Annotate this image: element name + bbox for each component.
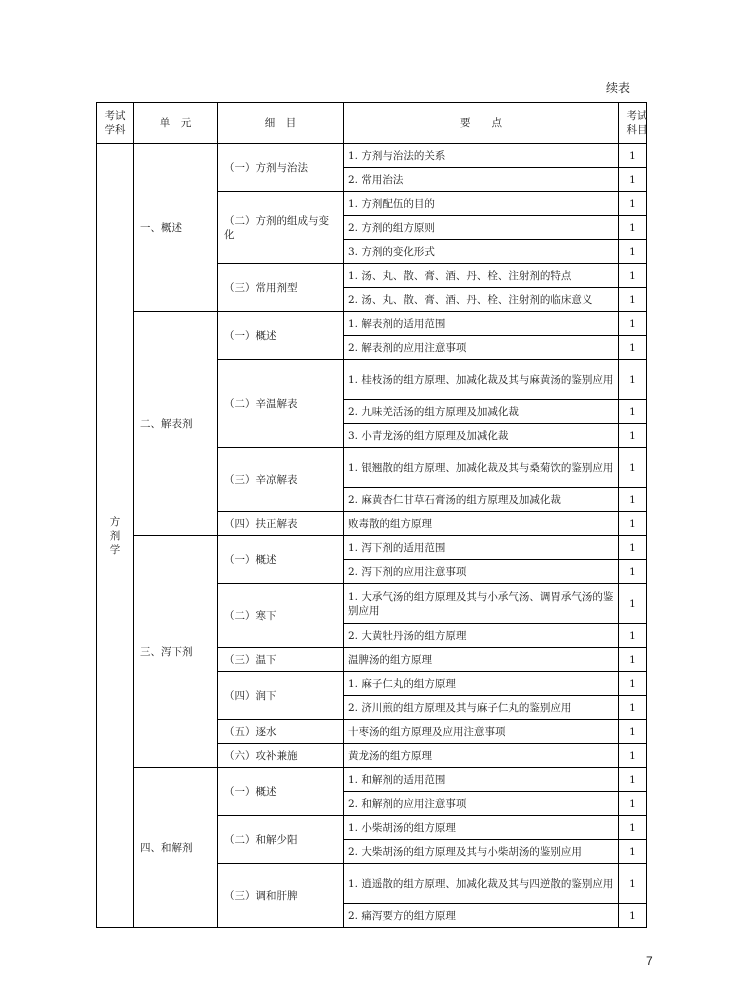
exam-cell: 1 [619,240,647,264]
exam-cell: 1 [619,336,647,360]
table-row [97,536,647,560]
table-row [97,312,647,336]
exam-cell: 1 [619,168,647,192]
point-cell: 3. 方剂的变化形式 [344,240,619,264]
item-cell: （三）调和肝脾 [218,864,344,928]
point-cell: 温脾汤的组方原理 [344,648,619,672]
item-cell: （二）辛温解表 [218,360,344,448]
exam-cell: 1 [619,584,647,624]
exam-cell: 1 [619,648,647,672]
subject-cell: 方剂学 [97,144,134,928]
exam-cell: 1 [619,672,647,696]
exam-cell: 1 [619,904,647,928]
exam-cell: 1 [619,792,647,816]
header-exam: 考试科目 [619,103,647,144]
header-unit: 单 元 [134,103,218,144]
page-number: 7 [646,954,653,968]
table-body [97,144,647,928]
point-cell: 十枣汤的组方原理及应用注意事项 [344,720,619,744]
point-cell: 1. 方剂配伍的目的 [344,192,619,216]
exam-cell: 1 [619,264,647,288]
exam-cell: 1 [619,512,647,536]
exam-cell: 1 [619,360,647,400]
item-cell: （三）常用剂型 [218,264,344,312]
point-cell: 2. 解表剂的应用注意事项 [344,336,619,360]
exam-cell: 1 [619,448,647,488]
item-cell: （一）概述 [218,312,344,360]
item-cell: （一）方剂与治法 [218,144,344,192]
point-cell: 2. 大柴胡汤的组方原理及其与小柴胡汤的鉴别应用 [344,840,619,864]
exam-cell: 1 [619,560,647,584]
point-cell: 2. 痛泻要方的组方原理 [344,904,619,928]
item-cell: （五）逐水 [218,720,344,744]
header-points: 要 点 [344,103,619,144]
exam-cell: 1 [619,624,647,648]
point-cell: 2. 泻下剂的应用注意事项 [344,560,619,584]
point-cell: 2. 麻黄杏仁甘草石膏汤的组方原理及加减化裁 [344,488,619,512]
exam-cell: 1 [619,864,647,904]
point-cell: 2. 济川煎的组方原理及其与麻子仁丸的鉴别应用 [344,696,619,720]
point-cell: 1. 麻子仁丸的组方原理 [344,672,619,696]
item-cell: （四）润下 [218,672,344,720]
exam-cell: 1 [619,424,647,448]
point-cell: 2. 汤、丸、散、膏、酒、丹、栓、注射剂的临床意义 [344,288,619,312]
point-cell: 败毒散的组方原理 [344,512,619,536]
exam-cell: 1 [619,536,647,560]
exam-cell: 1 [619,288,647,312]
exam-cell: 1 [619,840,647,864]
exam-cell: 1 [619,720,647,744]
point-cell: 2. 和解剂的应用注意事项 [344,792,619,816]
exam-cell: 1 [619,744,647,768]
item-cell: （一）概述 [218,536,344,584]
exam-cell: 1 [619,696,647,720]
point-cell: 2. 大黄牡丹汤的组方原理 [344,624,619,648]
exam-cell: 1 [619,144,647,168]
point-cell: 1. 大承气汤的组方原理及其与小承气汤、调胃承气汤的鉴别应用 [344,584,619,624]
point-cell: 2. 九味羌活汤的组方原理及加减化裁 [344,400,619,424]
header-item: 细 目 [218,103,344,144]
item-cell: （一）概述 [218,768,344,816]
exam-cell: 1 [619,488,647,512]
item-cell: （六）攻补兼施 [218,744,344,768]
point-cell: 2. 方剂的组方原则 [344,216,619,240]
item-cell: （二）方剂的组成与变化 [218,192,344,264]
point-cell: 黄龙汤的组方原理 [344,744,619,768]
point-cell: 1. 汤、丸、散、膏、酒、丹、栓、注射剂的特点 [344,264,619,288]
point-cell: 1. 泻下剂的适用范围 [344,536,619,560]
table-row [97,768,647,792]
unit-cell: 三、泻下剂 [134,536,218,768]
point-cell: 3. 小青龙汤的组方原理及加减化裁 [344,424,619,448]
exam-cell: 1 [619,768,647,792]
table-header-row [97,103,647,144]
exam-cell: 1 [619,816,647,840]
point-cell: 1. 桂枝汤的组方原理、加减化裁及其与麻黄汤的鉴别应用 [344,360,619,400]
exam-cell: 1 [619,312,647,336]
item-cell: （三）温下 [218,648,344,672]
unit-cell: 四、和解剂 [134,768,218,928]
exam-cell: 1 [619,216,647,240]
syllabus-table [96,102,647,928]
point-cell: 1. 和解剂的适用范围 [344,768,619,792]
item-cell: （四）扶正解表 [218,512,344,536]
table-row [97,144,647,168]
item-cell: （二）寒下 [218,584,344,648]
point-cell: 1. 方剂与治法的关系 [344,144,619,168]
point-cell: 1. 解表剂的适用范围 [344,312,619,336]
item-cell: （二）和解少阳 [218,816,344,864]
exam-cell: 1 [619,192,647,216]
point-cell: 2. 常用治法 [344,168,619,192]
item-cell: （三）辛凉解表 [218,448,344,512]
unit-cell: 一、概述 [134,144,218,312]
exam-cell: 1 [619,400,647,424]
point-cell: 1. 银翘散的组方原理、加减化裁及其与桑菊饮的鉴别应用 [344,448,619,488]
continued-label: 续表 [606,81,631,95]
point-cell: 1. 逍遥散的组方原理、加减化裁及其与四逆散的鉴别应用 [344,864,619,904]
header-subject: 考试学科 [97,103,134,144]
unit-cell: 二、解表剂 [134,312,218,536]
point-cell: 1. 小柴胡汤的组方原理 [344,816,619,840]
